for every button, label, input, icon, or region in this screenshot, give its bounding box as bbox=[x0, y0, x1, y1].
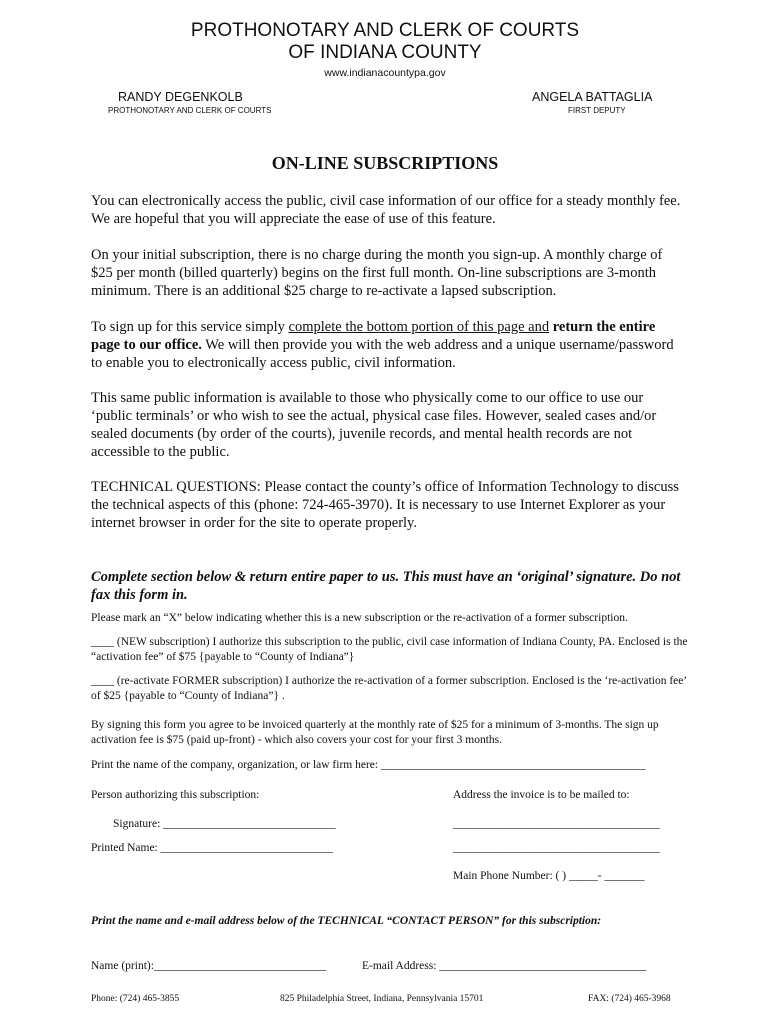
company-name-field[interactable]: Print the name of the company, organization, or law firm here: ______________________________________________ bbox=[91, 759, 646, 771]
new-subscription-option[interactable]: ____ (NEW subscription) I authorize this subscription to the public, civil case information of Indiana County, PA. Enclosed is the “activation fee” of $75 {payable to “County of Indiana”} bbox=[91, 636, 688, 663]
printed-name-field[interactable]: Printed Name: ______________________________ bbox=[91, 842, 334, 854]
mark-instruction: Please mark an “X” below indicating whether this is a new subscription or the re-activation of a former subscription. bbox=[91, 612, 628, 624]
technical-questions-paragraph: TECHNICAL QUESTIONS: Please contact the county’s office of Information Technology to discuss the technical aspects of this (phone: 724-465-3970). It is necessary to use Internet Explorer as your internet browser in order for the site to operate properly. bbox=[91, 479, 679, 531]
billing-agreement-note: By signing this form you agree to be invoiced quarterly at the monthly rate of $25 for a minimum of 3-months. The sign up activation fee is $75 (paid up-front) - which also covers your cost for your first 3 months. bbox=[91, 719, 659, 746]
main-phone-field[interactable]: Main Phone Number: ( ) _____- _______ bbox=[453, 870, 645, 882]
signup-paragraph bbox=[91, 318, 681, 372]
fees-paragraph: On your initial subscription, there is no charge during the month you sign-up. A monthly charge of $25 per month (billed quarterly) begins on the first full month. On-line subscriptions are 3-month minimum. There is an additional $25 charge to re-activate a lapsed subscription. bbox=[91, 247, 663, 299]
prothonotary-title: PROTHONOTARY AND CLERK OF COURTS bbox=[108, 106, 272, 115]
public-access-paragraph: This same public information is available to those who physically come to our office to use our ‘public terminals’ or who wish to see the actual, physical case files. However, sealed cases and/or sealed documents (by order of the courts), juvenile records, and mental health records are not accessible to the public. bbox=[91, 390, 657, 460]
footer-fax: FAX: (724) 465-3968 bbox=[588, 994, 671, 1004]
reactivate-subscription-option[interactable]: ____ (re-activate FORMER subscription) I authorize the re-activation of a former subscription. Enclosed is the ‘re-activation fee’ of $25 {payable to “County of Indiana”} . bbox=[91, 675, 687, 702]
page-heading: ON-LINE SUBSCRIPTIONS bbox=[271, 153, 499, 173]
signup-text-bold: return the entire page to our office. bbox=[91, 319, 656, 353]
deputy-title: FIRST DEPUTY bbox=[568, 106, 626, 115]
website-link[interactable]: www.indianacountypa.gov bbox=[324, 67, 446, 79]
office-title-line-2: OF INDIANA COUNTY bbox=[288, 42, 482, 63]
invoice-address-label: Address the invoice is to be mailed to: bbox=[453, 789, 630, 801]
intro-paragraph: You can electronically access the public, civil case information of our office for a steady monthly fee. We are hopeful that you will appreciate the ease of use of this feature. bbox=[91, 193, 681, 227]
invoice-address-line-2[interactable]: ____________________________________ bbox=[453, 842, 660, 854]
technical-contact-title: Print the name and e-mail address below of the TECHNICAL “CONTACT PERSON” for this subscription: bbox=[91, 915, 602, 927]
signup-text-rest: We will then provide you with the web address and a unique username/password to enable you to electronically access public, civil information. bbox=[91, 337, 674, 371]
authorizing-person-label: Person authorizing this subscription: bbox=[91, 789, 260, 801]
footer-phone: Phone: (724) 465-3855 bbox=[91, 994, 180, 1004]
office-title-line-1: PROTHONOTARY AND CLERK OF COURTS bbox=[190, 20, 580, 41]
contact-name-field[interactable]: Name (print):______________________________ bbox=[91, 960, 327, 972]
form-section-title: Complete section below & return entire paper to us. This must have an ‘original’ signature. Do not fax this form in. bbox=[91, 569, 681, 603]
prothonotary-name: RANDY DEGENKOLB bbox=[118, 90, 243, 104]
signature-field[interactable]: Signature: ______________________________ bbox=[113, 818, 336, 830]
footer-address: 825 Philadelphia Street, Indiana, Pennsylvania 15701 bbox=[280, 994, 484, 1004]
signup-text-underlined: complete the bottom portion of this page and bbox=[288, 319, 550, 335]
signup-text-intro: To sign up for this service simply bbox=[91, 319, 289, 335]
contact-email-field[interactable]: E-mail Address: ____________________________________ bbox=[362, 960, 647, 972]
invoice-address-line-1[interactable]: ____________________________________ bbox=[453, 818, 660, 830]
deputy-name: ANGELA BATTAGLIA bbox=[532, 90, 653, 104]
